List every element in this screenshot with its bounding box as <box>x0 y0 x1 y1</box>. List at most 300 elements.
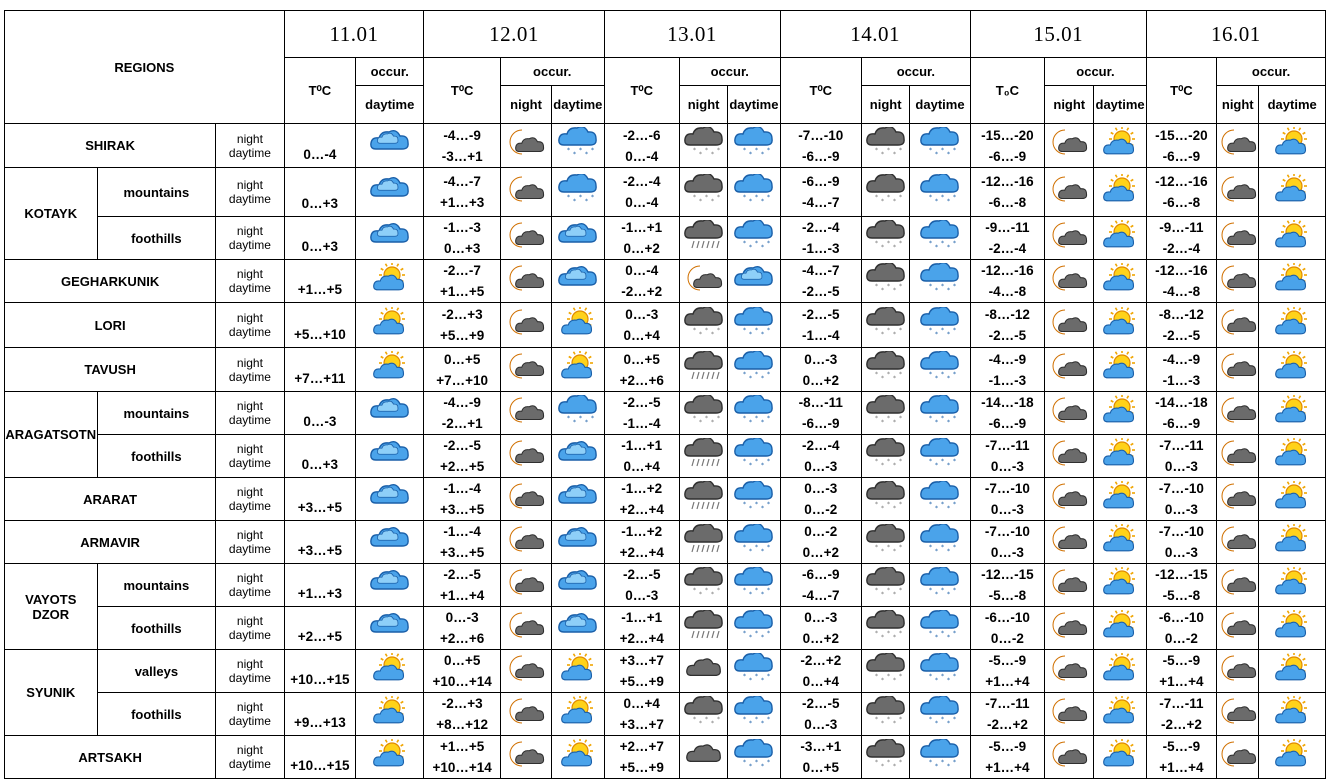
day-temp: -6…-9 <box>988 148 1027 164</box>
svg-text:*: * <box>748 375 752 382</box>
svg-text:*: * <box>947 719 950 727</box>
cloudy-icon <box>370 438 410 475</box>
day-temp: 0…-3 <box>1164 545 1198 560</box>
temperature-range <box>604 392 679 435</box>
cloud-snow-icon <box>734 739 774 776</box>
svg-text:*: * <box>953 672 956 680</box>
night-daytime-label <box>216 303 284 348</box>
temperature-range <box>1146 348 1216 392</box>
svg-text:*: * <box>941 147 944 154</box>
weather-cell <box>910 217 970 260</box>
night-temp: 0…-2 <box>804 524 838 539</box>
region-name: GEGHARKUNIK <box>5 260 216 303</box>
weather-cell <box>910 348 970 392</box>
cloud-snow-icon <box>734 395 774 432</box>
svg-text:*: * <box>584 151 588 158</box>
night-label: night <box>236 267 263 281</box>
sun-cloud-icon <box>1272 263 1312 300</box>
sun-cloud-icon <box>1100 739 1140 776</box>
temp-header: T₀C <box>970 58 1044 124</box>
svg-text:*: * <box>941 586 944 594</box>
temperature-value: +10…+15 <box>284 650 355 693</box>
svg-text:*: * <box>880 590 884 598</box>
night-temp: -5…-9 <box>1162 739 1201 754</box>
svg-text:*: * <box>892 461 896 469</box>
moon-cloud-icon <box>1218 220 1258 257</box>
weather-cell <box>552 124 604 168</box>
svg-text:*: * <box>710 418 714 426</box>
weather-cell <box>1094 693 1146 736</box>
temperature-range <box>424 168 500 217</box>
night-temp: -6…-10 <box>984 610 1030 625</box>
daytime-label: daytime <box>228 192 271 206</box>
daytime-label: daytime <box>228 499 271 513</box>
night-temp: 0…+5 <box>623 351 660 367</box>
svg-text:*: * <box>754 457 758 465</box>
day-temp: 0…-3 <box>990 459 1024 474</box>
weather-cell <box>728 217 780 260</box>
sun-cloud-icon <box>1100 653 1140 690</box>
moon-cloud-icon <box>1218 438 1258 475</box>
night-daytime-label <box>216 521 284 564</box>
sun-cloud-icon <box>1272 307 1312 344</box>
weather-cell <box>356 650 424 693</box>
dark-cloud-snow-icon <box>866 307 906 344</box>
weather-cell <box>356 478 424 521</box>
temperature-value: 0…+3 <box>284 168 355 217</box>
weather-cell <box>356 693 424 736</box>
dark-cloud-rain-icon <box>684 351 724 388</box>
day-temp: -2…-5 <box>802 284 840 299</box>
day-temp: +5…+9 <box>440 328 485 343</box>
weather-cell <box>500 521 551 564</box>
svg-text:*: * <box>892 633 896 641</box>
weather-cell <box>356 348 424 392</box>
weather-cell <box>1259 435 1326 478</box>
night-temp: -4…-7 <box>802 263 840 278</box>
weather-cell <box>1217 392 1259 435</box>
svg-text:*: * <box>760 590 764 598</box>
moon-cloud-icon <box>506 351 546 388</box>
weather-cell <box>1259 168 1326 217</box>
night-daytime-label <box>216 736 284 779</box>
svg-text:*: * <box>710 590 714 598</box>
daytime-label: daytime <box>228 671 271 685</box>
moon-cloud-icon <box>506 567 546 604</box>
svg-text:*: * <box>947 504 950 512</box>
svg-text:*: * <box>766 500 770 508</box>
moon-cloud-icon <box>506 307 546 344</box>
night-daytime-label <box>216 564 284 607</box>
weather-cell <box>1217 607 1259 650</box>
day-temp: -2…+2 <box>621 284 663 299</box>
svg-text:*: * <box>941 193 944 201</box>
weather-cell <box>552 650 604 693</box>
night-temp: -6…-9 <box>802 174 840 189</box>
svg-text:*: * <box>953 414 956 422</box>
weather-cell <box>552 392 604 435</box>
svg-text:*: * <box>710 151 714 158</box>
svg-text:*: * <box>947 418 950 426</box>
weather-cell <box>862 478 910 521</box>
temperature-range <box>970 260 1044 303</box>
weather-cell <box>1217 168 1259 217</box>
day-temp: -6…-9 <box>1162 148 1201 164</box>
svg-text:*: * <box>953 758 956 766</box>
weather-cell <box>1045 124 1094 168</box>
temperature-value: 0…-3 <box>284 392 355 435</box>
svg-text:*: * <box>760 719 764 727</box>
svg-text:*: * <box>766 586 770 594</box>
dark-cloud-snow-icon <box>866 395 906 432</box>
weather-cell <box>1217 650 1259 693</box>
weather-cell <box>1094 435 1146 478</box>
svg-text:*: * <box>929 147 932 154</box>
weather-cell <box>862 736 910 779</box>
weather-cell <box>552 564 604 607</box>
temperature-range <box>780 435 861 478</box>
weather-cell <box>910 392 970 435</box>
cloud-snow-icon <box>920 263 960 300</box>
moon-cloud-icon <box>506 524 546 561</box>
cloud-snow-icon <box>734 524 774 561</box>
svg-text:*: * <box>874 758 878 766</box>
daytime-label: daytime <box>228 281 271 295</box>
night-temp: -2…-7 <box>443 263 481 278</box>
svg-text:*: * <box>742 239 746 247</box>
weather-cell <box>1259 650 1326 693</box>
svg-text:*: * <box>947 633 950 641</box>
cloudy-icon <box>370 610 410 647</box>
svg-text:*: * <box>704 586 708 594</box>
svg-text:*: * <box>947 243 950 251</box>
cloudy-icon <box>370 567 410 604</box>
svg-text:*: * <box>953 282 956 290</box>
svg-text:*: * <box>590 414 594 422</box>
date-header: 13.01 <box>604 11 780 58</box>
svg-text:*: * <box>929 758 932 766</box>
weather-cell <box>500 736 551 779</box>
weather-cell <box>910 607 970 650</box>
temperature-range <box>1146 693 1216 736</box>
moon-cloud-icon <box>1049 481 1089 518</box>
svg-text:*: * <box>947 547 950 555</box>
night-daytime-label <box>216 435 284 478</box>
temperature-range <box>1146 607 1216 650</box>
moon-cloud-icon <box>1049 174 1089 211</box>
region-row <box>5 168 1326 217</box>
temperature-value: +9…+13 <box>284 693 355 736</box>
day-temp: -2…+2 <box>1160 717 1202 732</box>
day-temp: +10…+14 <box>432 674 492 689</box>
night-temp: 0…+5 <box>443 351 481 367</box>
svg-text:*: * <box>947 197 950 205</box>
svg-text:*: * <box>941 758 944 766</box>
svg-text:*: * <box>578 193 582 201</box>
sun-cloud-icon <box>1272 610 1312 647</box>
day-temp: 0…-3 <box>804 717 838 732</box>
svg-text:*: * <box>742 414 746 422</box>
cloud-snow-icon <box>920 395 960 432</box>
weather-cell <box>1094 217 1146 260</box>
svg-text:*: * <box>754 672 758 680</box>
night-daytime-label <box>216 217 284 260</box>
weather-cell <box>1217 736 1259 779</box>
day-temp: 0…+4 <box>623 459 660 474</box>
region-row <box>5 564 1326 607</box>
weather-cell <box>500 217 551 260</box>
dark-cloud-snow-icon <box>866 567 906 604</box>
svg-text:*: * <box>953 371 956 378</box>
svg-text:*: * <box>766 193 770 201</box>
svg-text:*: * <box>754 371 758 378</box>
svg-text:*: * <box>941 500 944 508</box>
weather-cell <box>728 435 780 478</box>
svg-text:*: * <box>953 193 956 201</box>
svg-text:*: * <box>886 457 890 465</box>
temperature-range <box>970 303 1044 348</box>
weather-cell <box>500 650 551 693</box>
night-label: night <box>236 571 263 585</box>
sun-cloud-icon <box>1100 220 1140 257</box>
cloud-snow-icon <box>734 481 774 518</box>
cloud-snow-icon <box>920 174 960 211</box>
day-temp: +2…+4 <box>619 502 664 517</box>
weather-cell <box>356 217 424 260</box>
weather-cell <box>1217 693 1259 736</box>
svg-text:*: * <box>892 504 896 512</box>
sun-cloud-icon <box>1272 567 1312 604</box>
weather-cell <box>1217 435 1259 478</box>
daytime-label: daytime <box>228 628 271 642</box>
svg-text:*: * <box>566 414 570 422</box>
moon-cloud-icon <box>1218 610 1258 647</box>
daytime-label: daytime <box>228 145 271 160</box>
moon-cloud-icon <box>1218 481 1258 518</box>
weather-cell <box>1259 260 1326 303</box>
svg-text:*: * <box>880 330 884 338</box>
temperature-range <box>780 348 861 392</box>
weather-cell <box>1094 124 1146 168</box>
temperature-range <box>424 736 500 779</box>
temperature-range <box>1146 478 1216 521</box>
temperature-range <box>1146 303 1216 348</box>
svg-text:*: * <box>947 375 950 382</box>
svg-text:*: * <box>572 197 576 205</box>
weather-cell <box>862 168 910 217</box>
moon-cloud-icon <box>506 610 546 647</box>
weather-cell <box>910 650 970 693</box>
temp-header: T⁰C <box>780 58 861 124</box>
svg-text:*: * <box>754 715 758 723</box>
svg-text:*: * <box>935 719 938 727</box>
dark-cloud-snow-icon <box>684 307 724 344</box>
moon-cloud-icon <box>506 395 546 432</box>
moon-cloud-icon <box>506 438 546 475</box>
weather-cell <box>1094 607 1146 650</box>
svg-text:*: * <box>880 504 884 512</box>
weather-cell <box>1259 392 1326 435</box>
night-temp: -2…+3 <box>441 307 483 322</box>
sun-cloud-icon <box>370 351 410 388</box>
temperature-range <box>970 650 1044 693</box>
weather-cell <box>1217 521 1259 564</box>
dark-cloud-snow-icon <box>866 220 906 257</box>
svg-text:*: * <box>566 147 570 154</box>
day-temp: +5…+9 <box>619 760 664 775</box>
weather-cell <box>910 435 970 478</box>
sun-cloud-icon <box>1100 524 1140 561</box>
temperature-value: +3…+5 <box>284 478 355 521</box>
svg-text:*: * <box>898 282 902 290</box>
night-temp: -2…-4 <box>802 438 840 453</box>
svg-text:*: * <box>578 414 582 422</box>
occur-header: occur. <box>356 58 424 86</box>
temperature-range <box>970 564 1044 607</box>
svg-text:*: * <box>947 676 950 684</box>
night-label: night <box>236 311 263 325</box>
sun-cloud-icon <box>1272 351 1312 388</box>
svg-text:*: * <box>874 414 878 422</box>
weather-cell <box>1094 260 1146 303</box>
temperature-range <box>604 693 679 736</box>
region-name: ARMAVIR <box>5 521 216 564</box>
night-label: night <box>236 614 263 628</box>
weather-cell <box>552 478 604 521</box>
night-temp: -14…-18 <box>1155 395 1208 410</box>
svg-text:*: * <box>760 375 764 382</box>
weather-cell <box>728 124 780 168</box>
sun-cloud-icon <box>1100 174 1140 211</box>
night-header: night <box>679 86 727 124</box>
weather-cell <box>1259 564 1326 607</box>
svg-text:*: * <box>748 590 752 598</box>
moon-cloud-icon <box>506 220 546 257</box>
cloudy-icon <box>558 567 598 604</box>
night-temp: -7…-10 <box>984 524 1030 539</box>
cloudy-icon <box>558 610 598 647</box>
weather-cell <box>356 303 424 348</box>
svg-text:*: * <box>748 243 752 251</box>
moon-cloud-icon <box>1218 263 1258 300</box>
svg-text:*: * <box>898 147 902 154</box>
weather-cell <box>1217 478 1259 521</box>
day-temp: 0…-3 <box>625 588 659 603</box>
temperature-range <box>424 478 500 521</box>
svg-text:*: * <box>886 282 890 290</box>
weather-cell <box>679 478 727 521</box>
weather-cell <box>728 168 780 217</box>
svg-text:*: * <box>886 193 890 201</box>
night-temp: -1…+1 <box>621 610 663 625</box>
sun-cloud-icon <box>1272 220 1312 257</box>
temperature-range <box>780 478 861 521</box>
temperature-range <box>780 521 861 564</box>
region-row <box>5 693 1326 736</box>
svg-text:*: * <box>886 239 890 247</box>
svg-text:*: * <box>886 629 890 637</box>
svg-text:*: * <box>766 147 770 154</box>
dark-cloud-rain-icon <box>684 220 724 257</box>
day-temp: -4…-7 <box>802 195 840 210</box>
temperature-range <box>780 303 861 348</box>
dark-cloud-rain-icon <box>684 438 724 475</box>
temp-header: T⁰C <box>284 58 355 124</box>
weather-cell <box>862 564 910 607</box>
moon-cloud-icon <box>506 174 546 211</box>
svg-text:*: * <box>929 326 932 334</box>
sun-cloud-icon <box>558 739 598 776</box>
svg-text:*: * <box>584 418 588 426</box>
weather-cell <box>1045 217 1094 260</box>
day-temp: +1…+5 <box>440 284 485 299</box>
night-temp: -2…-5 <box>622 395 661 410</box>
region-row <box>5 607 1326 650</box>
svg-text:*: * <box>760 151 764 158</box>
temperature-range <box>604 607 679 650</box>
sun-cloud-icon <box>558 696 598 733</box>
svg-text:*: * <box>874 543 878 551</box>
svg-text:*: * <box>704 715 708 723</box>
weather-cell <box>1217 303 1259 348</box>
day-temp: -6…-9 <box>988 416 1027 431</box>
night-temp: +1…+5 <box>440 739 485 754</box>
sun-cloud-icon <box>1100 481 1140 518</box>
temperature-range <box>424 392 500 435</box>
temperature-value: 0…+3 <box>284 435 355 478</box>
svg-text:*: * <box>766 457 770 465</box>
night-temp: -1…-3 <box>443 220 481 235</box>
weather-cell <box>1259 348 1326 392</box>
day-temp: +7…+10 <box>436 372 489 388</box>
temperature-range <box>780 260 861 303</box>
day-temp: -4…-8 <box>988 284 1027 299</box>
region-name: ARAGATSOTN <box>5 392 98 478</box>
day-temp: -5…-8 <box>1162 588 1201 603</box>
region-name: SYUNIK <box>5 650 98 736</box>
sun-cloud-icon <box>370 696 410 733</box>
night-daytime-label <box>216 348 284 392</box>
svg-text:*: * <box>692 193 696 201</box>
svg-text:*: * <box>716 586 720 594</box>
svg-text:*: * <box>874 193 878 201</box>
night-daytime-label <box>216 392 284 435</box>
day-temp: +8…+12 <box>436 717 489 732</box>
temp-header: T⁰C <box>604 58 679 124</box>
svg-text:*: * <box>748 330 752 338</box>
day-temp: -2…-5 <box>988 328 1027 343</box>
svg-text:*: * <box>742 457 746 465</box>
night-label: night <box>236 442 263 456</box>
night-header: night <box>862 86 910 124</box>
night-temp: -12…-16 <box>981 174 1034 189</box>
svg-text:*: * <box>935 504 938 512</box>
svg-text:*: * <box>898 457 902 465</box>
cloud-snow-icon <box>920 610 960 647</box>
svg-text:*: * <box>898 672 902 680</box>
temperature-range <box>1146 168 1216 217</box>
svg-text:*: * <box>880 197 884 205</box>
weather-cell <box>679 435 727 478</box>
svg-text:*: * <box>754 147 758 154</box>
temperature-range <box>604 435 679 478</box>
svg-text:*: * <box>941 282 944 290</box>
dark-cloud-snow-icon <box>684 567 724 604</box>
date-header: 14.01 <box>780 11 970 58</box>
dark-cloud-snow-icon <box>866 263 906 300</box>
svg-text:*: * <box>766 239 770 247</box>
night-daytime-label <box>216 650 284 693</box>
